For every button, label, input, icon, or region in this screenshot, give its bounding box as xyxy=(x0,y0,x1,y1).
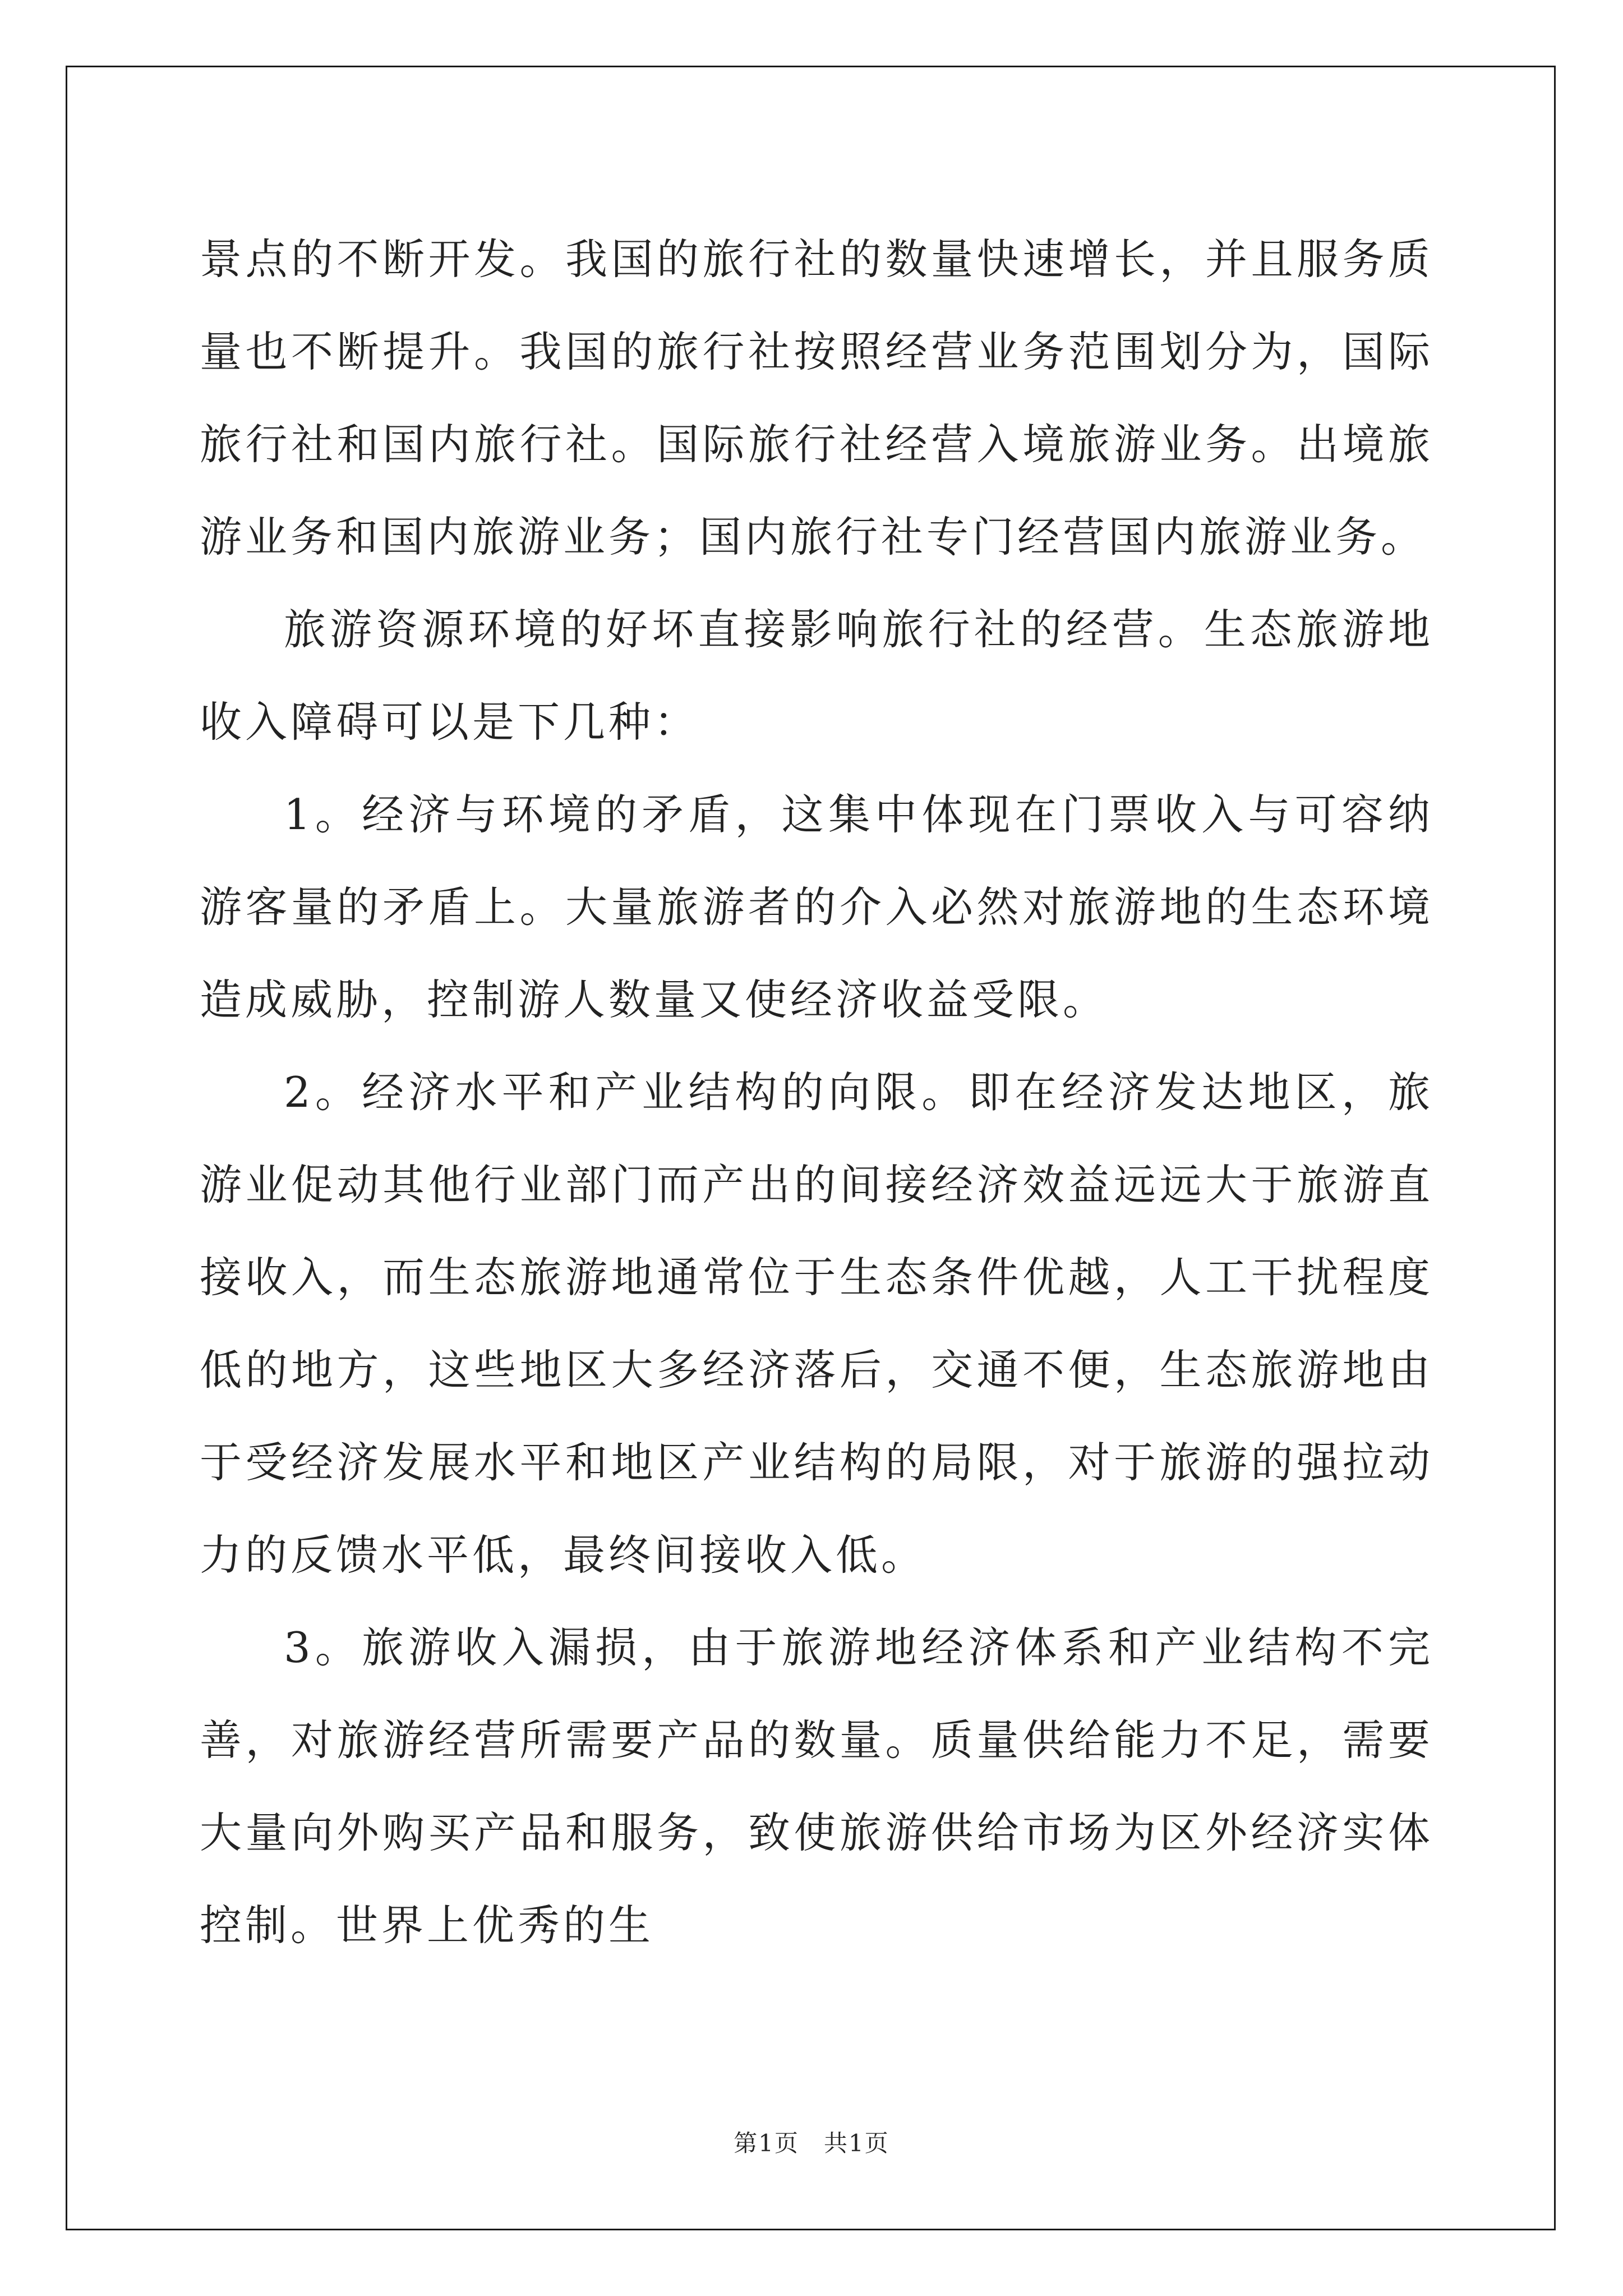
paragraph-3: 1。经济与环境的矛盾，这集中体现在门票收入与可容纳游客量的矛盾上。大量旅游者的介入必然对旅游地的生态环境造成威胁，控制游人数量又使经济收益受限。 xyxy=(200,790,1433,1024)
paragraph-5: 3。旅游收入漏损，由于旅游地经济体系和产业结构不完善，对旅游经营所需要产品的数量。质量供给能力不足，需要大量向外购买产品和服务，致使旅游供给市场为区外经济实体控制。世界上优秀的生 xyxy=(200,1623,1433,1950)
paragraph-4: 2。经济水平和产业结构的向限。即在经济发达地区，旅游业促动其他行业部门而产出的间接经济效益远远大于旅游直接收入，而生态旅游地通常位于生态条件优越，人工干扰程度低的地方，这些地区大多经济落后，交通不便，生态旅游地由于受经济发展水平和地区产业结构的局限，对于旅游的强拉动力的反馈水平低，最终间接收入低。 xyxy=(200,1068,1433,1580)
paragraph-1: 景点的不断开发。我国的旅行社的数量快速增长，并且服务质量也不断提升。我国的旅行社按照经营业务范围划分为，国际旅行社和国内旅行社。国际旅行社经营入境旅游业务。出境旅游业务和国内旅游业务；国内旅行社专门经营国内旅游业务。 xyxy=(200,234,1433,562)
page-number-footer: 第1页 共1页 xyxy=(734,2129,889,2157)
document-body xyxy=(200,213,1433,1972)
paragraph-2: 旅游资源环境的好坏直接影响旅行社的经营。生态旅游地收入障碍可以是下几种： xyxy=(200,605,1433,747)
